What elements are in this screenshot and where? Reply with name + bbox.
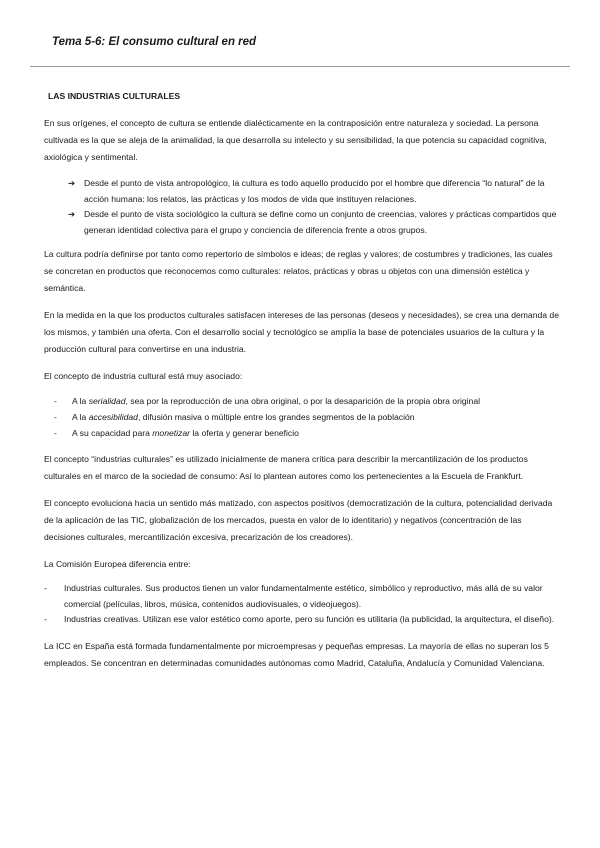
- section-title: LAS INDUSTRIAS CULTURALES: [48, 91, 181, 101]
- paragraph-demand: En la medida en la que los productos culturales satisfacen intereses de las personas (deseos y necesidades), se crea una demanda de los mismos, y también una oferta. Con el desarrollo social y tecnológico se amplía la base de potenciales usuarios de la cultura y la producción cultural para convertirse en una industria.: [44, 310, 559, 354]
- list-item-suffix: , difusión masiva o múltiple entre los grandes segmentos de la población: [137, 412, 415, 422]
- paragraph-icc-spain: La ICC en España está formada fundamentalmente por microempresas y pequeñas empresas. La mayoría de ellas no superan los 5 empleados. Se concentran en determinadas comunidades autónomas como Madrid, Cataluña, Andalucía y Comunidad Valenciana.: [44, 640, 549, 668]
- paragraph-definition: La cultura podría definirse por tanto como repertorio de símbolos e ideas; de reglas y valores; de costumbres y tradiciones, las cuales se concretan en productos que reconocemos como culturales: relatos, prácticas y obras u objetos con una dimensión estética y semántica.: [44, 249, 553, 293]
- list-item-emphasis: monetizar: [152, 428, 190, 438]
- arrow-icon: ➔: [68, 209, 76, 219]
- list-item-text: Desde el punto de vista sociológico la cultura se define como un conjunto de creencias, valores y prácticas compartidos que generan identidad colectiva para el grupo y conciencia de diferencia frente a otros grupos.: [84, 209, 557, 235]
- dash-bullet: -: [44, 614, 47, 624]
- dash-bullet: -: [54, 412, 57, 422]
- list-item-emphasis: accesibilidad: [88, 412, 138, 422]
- dash-bullet: -: [54, 396, 57, 406]
- list-item-text: Desde el punto de vista antropológico, la cultura es todo aquello producido por el hombre que diferencia “lo natural” de la acción humana: los relatos, las prácticas y los modos de vida que instituyen relaciones.: [84, 178, 545, 204]
- commission-list: [44, 581, 559, 628]
- perspective-list: [44, 176, 559, 238]
- list-item: [54, 425, 559, 441]
- list-item-suffix: , sea por la reproducción de una obra original, o por la desaparición de la propia obra original: [125, 396, 481, 406]
- list-item-emphasis: serialidad: [88, 396, 126, 406]
- list-item: [68, 176, 559, 207]
- list-item-text: Industrias creativas. Utilizan ese valor estético como aporte, pero su función es utilitaria (la publicidad, la arquitectura, el diseño).: [64, 614, 555, 624]
- paragraph-association-intro: El concepto de industria cultural está muy asociado:: [44, 371, 243, 381]
- list-item: [44, 581, 559, 612]
- list-item: [54, 409, 559, 425]
- association-list: [44, 393, 559, 441]
- list-item: [68, 207, 559, 238]
- list-item-text: Industrias culturales. Sus productos tienen un valor fundamentalmente estético, simbólico y reproductivo, más allá de su valor comercial (películas, libros, música, contenidos audiovisuales, o videojuegos).: [64, 583, 543, 609]
- list-item: [44, 612, 559, 628]
- list-item: [54, 393, 559, 409]
- paragraph-evolution: El concepto evoluciona hacia un sentido más matizado, con aspectos positivos (democratización de la cultura, potencialidad derivada de la aplicación de las TIC, globalización de los mercados, puesta en valor de lo identitario) y negativos (concentración de las decisiones culturales, mercantilización excesiva, precarización de los creadores).: [44, 498, 553, 542]
- list-item-suffix: la oferta y generar beneficio: [190, 428, 299, 438]
- list-item-prefix: A la: [72, 396, 89, 406]
- paragraph-critical-concept: El concepto “industrias culturales” es utilizado inicialmente de manera crítica para describir la mercantilización de los productos culturales en el marco de la sociedad de consumo: Así lo plantean autores como los pertenecientes a la Escuela de Frankfurt.: [44, 454, 528, 481]
- dash-bullet: -: [44, 583, 47, 593]
- document-body: [44, 88, 559, 682]
- arrow-icon: ➔: [68, 178, 76, 188]
- paragraph-commission-intro: La Comisión Europea diferencia entre:: [44, 559, 191, 569]
- paragraph-origins: En sus orígenes, el concepto de cultura se entiende dialécticamente en la contraposición entre naturaleza y sociedad. La persona cultivada es la que se aleja de la animalidad, la que desarrolla su intelecto y su sensibilidad, la que potencia su capacidad cognitiva, axiológica y sentimental.: [44, 118, 547, 162]
- document-header-title: Tema 5-6: El consumo cultural en red: [52, 36, 257, 48]
- list-item-prefix: A su capacidad para: [72, 428, 153, 438]
- list-item-prefix: A la: [72, 412, 89, 422]
- dash-bullet: -: [54, 428, 57, 438]
- header-divider: [30, 66, 570, 67]
